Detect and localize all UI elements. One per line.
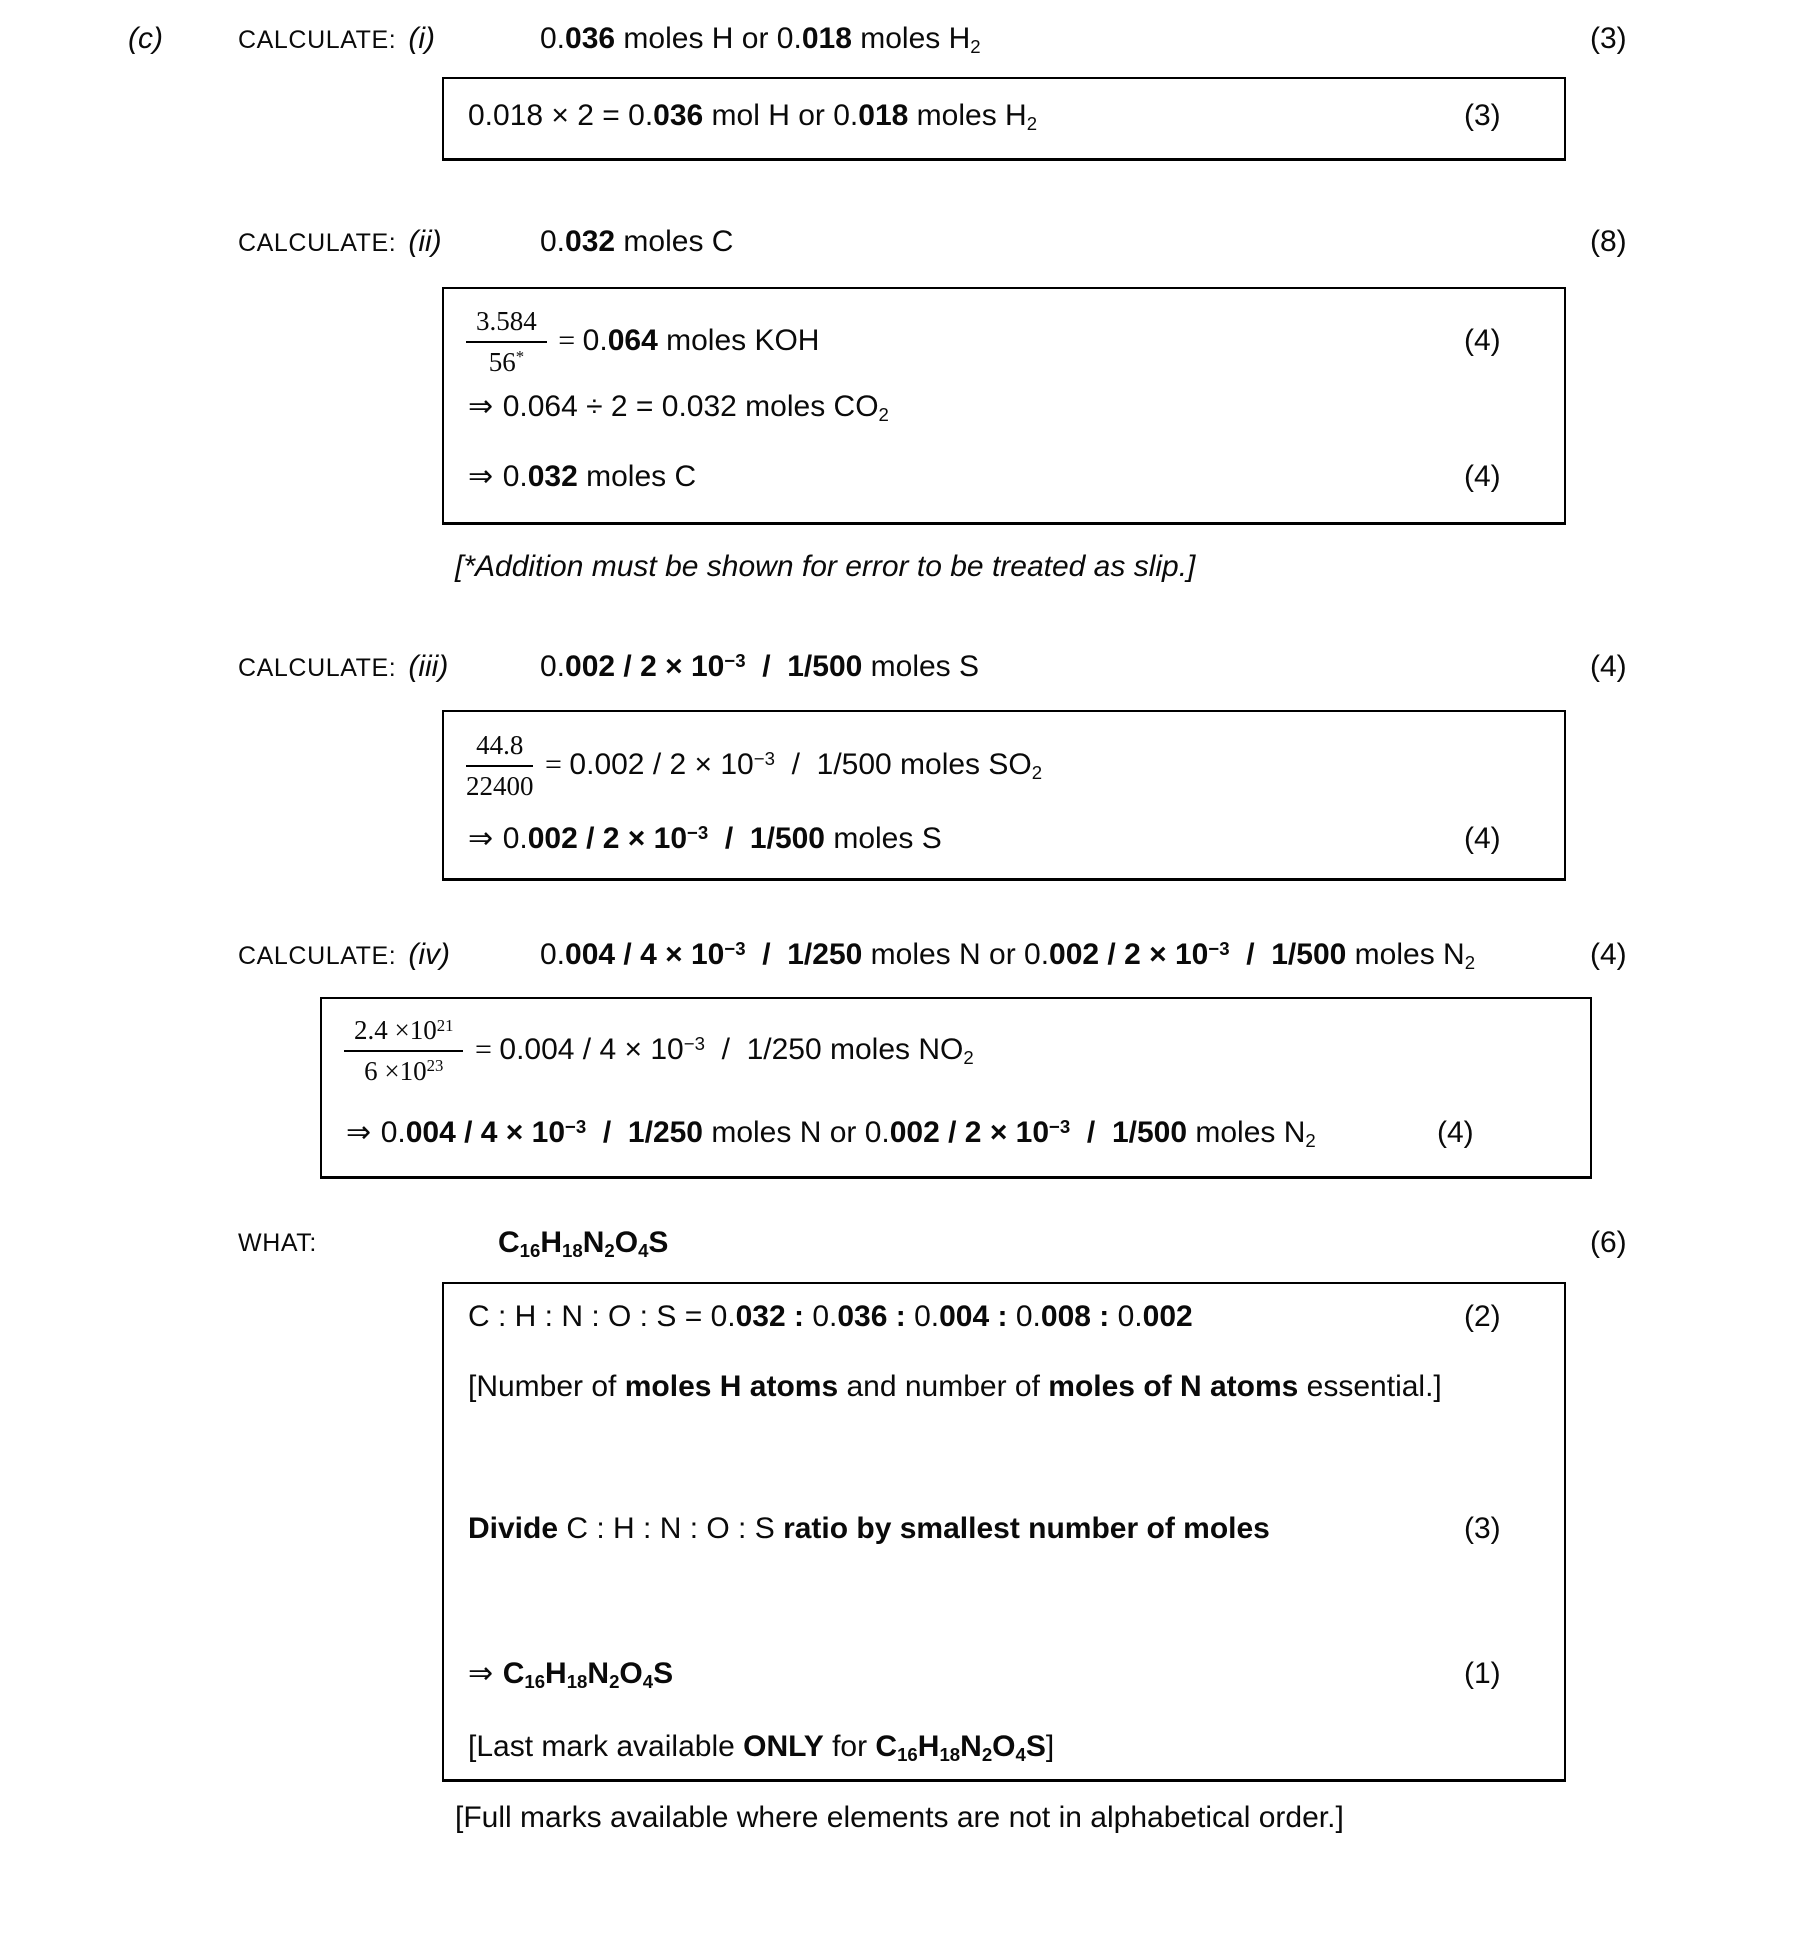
text-run: 4 <box>642 1671 654 1693</box>
text-run: 002 / 2 × 10 <box>565 650 725 683</box>
text-run: : <box>1090 1300 1118 1333</box>
section-answer <box>540 221 733 263</box>
text-run: C <box>502 1657 525 1690</box>
text-run: / <box>708 822 750 855</box>
text-run: 0. <box>812 1300 838 1333</box>
text-run: 002 / 2 × 10 <box>1049 938 1209 971</box>
arrow-glyph: ⇒ <box>346 1115 381 1150</box>
text-run: H <box>545 1657 567 1690</box>
text-run: moles C <box>615 225 734 258</box>
section-label-text: CALCULATE: <box>238 942 397 970</box>
mark-badge: (4) <box>1437 1116 1474 1149</box>
box-line <box>322 1003 1590 1097</box>
text-run: Divide <box>468 1512 559 1545</box>
text-run: : <box>887 1300 915 1333</box>
text-run: 2 <box>1026 113 1038 135</box>
text-run: C <box>498 1226 520 1259</box>
text-run: −3 <box>565 1115 587 1137</box>
section-numeral: (i) <box>408 22 436 55</box>
text-run: 1/500 <box>1111 1116 1188 1149</box>
text-run: −3 <box>724 937 746 959</box>
text-run: 036 <box>653 99 704 132</box>
section-label <box>238 221 442 264</box>
text-run: 002 <box>1142 1300 1193 1333</box>
text-run: 0. <box>540 938 566 971</box>
text-run: 1/500 <box>749 822 825 855</box>
text-run: 032 <box>735 1300 786 1333</box>
text-run: H <box>540 1226 563 1259</box>
text-run: 002 / 2 × 10 <box>527 822 688 855</box>
section-heading-iv <box>0 934 1818 976</box>
margin-mark: (4) <box>1590 650 1627 683</box>
margin-mark: (4) <box>1590 938 1627 971</box>
section-heading-iii <box>0 646 1818 688</box>
text-run: moles S <box>862 650 980 683</box>
text-run: 0. <box>502 460 528 493</box>
box-line <box>444 1726 1564 1768</box>
text-run: 56 <box>488 346 516 377</box>
text-run: 2 <box>963 1047 974 1069</box>
text-run: N <box>960 1730 982 1763</box>
answer-box-iv <box>320 997 1592 1179</box>
text-run: −3 <box>724 649 746 671</box>
mark-badge: (4) <box>1464 324 1501 357</box>
text-run: 0. <box>710 1300 736 1333</box>
text-run: 004 / 4 × 10 <box>405 1116 566 1149</box>
text-run: 3.584 <box>476 306 537 337</box>
text-run: C <box>875 1730 898 1763</box>
text-run: 4 <box>638 1240 649 1262</box>
text-run: / 1/250 moles NO <box>704 1033 964 1066</box>
fraction-denominator <box>364 1052 443 1087</box>
text-run: −3 <box>683 1032 705 1054</box>
text-run: 0.018 × 2 = 0. <box>468 99 654 132</box>
section-numeral: (iii) <box>408 650 449 683</box>
text-run: for <box>823 1730 876 1763</box>
box-line <box>444 818 1564 860</box>
equation-text <box>538 748 1043 782</box>
text-run: / <box>1070 1116 1112 1149</box>
section-label <box>238 646 448 689</box>
text-run: 1/500 <box>787 650 863 683</box>
section-answer <box>498 1222 668 1267</box>
answer-box-i <box>442 77 1566 161</box>
text-run: [Number of <box>468 1370 625 1403</box>
fraction <box>344 1013 463 1087</box>
equation-text <box>467 1033 973 1067</box>
text-run: moles H or 0. <box>615 22 802 55</box>
section-numeral: (ii) <box>408 225 442 258</box>
mark-badge: (3) <box>1464 99 1501 132</box>
margin-mark: (8) <box>1590 225 1627 258</box>
text-run: moles N or 0. <box>703 1116 890 1149</box>
arrow-glyph: ⇒ <box>468 1656 503 1691</box>
mark-badge: (2) <box>1464 1300 1501 1333</box>
text-run: / 1/500 moles SO <box>774 748 1032 781</box>
text-run: N <box>582 1226 605 1259</box>
text-run: 18 <box>562 1240 583 1262</box>
arrow-glyph: ⇒ <box>468 389 503 424</box>
answer-box-iii <box>442 710 1566 881</box>
text-run: / <box>745 938 788 971</box>
text-run: 2 <box>970 36 981 58</box>
text-run: 008 <box>1040 1300 1091 1333</box>
text-run: 4 <box>1015 1744 1026 1766</box>
section-label <box>238 934 450 977</box>
marker-note: [*Addition must be shown for error to be treated as slip.] <box>455 550 1196 583</box>
part-label: (c) <box>128 22 163 55</box>
text-run: / <box>745 650 788 683</box>
text-run: moles C <box>577 460 697 493</box>
text-run: 2 <box>1305 1130 1316 1152</box>
text-run: moles N or 0. <box>862 938 1050 971</box>
text-run: O <box>619 1657 643 1690</box>
arrow-glyph: ⇒ <box>468 821 503 856</box>
box-line <box>444 1653 1564 1695</box>
text-run: 22400 <box>466 770 534 801</box>
mark-badge: (1) <box>1464 1657 1501 1690</box>
text-run: 036 <box>837 1300 888 1333</box>
box-line <box>322 1112 1590 1154</box>
text-run: moles KOH <box>657 324 820 357</box>
section-label-text: CALCULATE: <box>238 229 397 257</box>
text-run: 2 <box>609 1671 620 1693</box>
text-run: = <box>467 1033 500 1066</box>
section-answer <box>540 646 979 691</box>
text-run: −3 <box>687 821 709 843</box>
text-run: 0. <box>380 1116 406 1149</box>
text-run: C : H : N : O : S <box>558 1512 784 1545</box>
text-run: [Last mark available <box>468 1730 744 1763</box>
text-run: 018 <box>858 99 909 132</box>
text-run: 0. <box>914 1300 940 1333</box>
text-run: : <box>989 1300 1016 1333</box>
text-run: 018 <box>801 22 852 55</box>
text-run: essential.] <box>1298 1370 1442 1403</box>
section-numeral: (iv) <box>408 938 451 971</box>
section-label-text: WHAT: <box>238 1229 317 1257</box>
text-run: 18 <box>566 1671 588 1693</box>
section-heading-ii <box>0 221 1818 263</box>
section-answer <box>540 18 981 63</box>
text-run: 0.064 ÷ 2 = 0.032 moles CO <box>502 390 879 423</box>
text-run: 0.002 / 2 × 10 <box>569 748 754 781</box>
section-heading-i <box>0 18 1818 60</box>
text-run: 004 / 4 × 10 <box>565 938 725 971</box>
text-run: 2.4 ×10 <box>354 1015 437 1046</box>
section-label <box>238 1222 317 1264</box>
text-run: 0. <box>1117 1300 1143 1333</box>
text-run: N <box>587 1657 610 1690</box>
text-run: 16 <box>897 1744 918 1766</box>
box-line <box>444 1366 1564 1408</box>
text-run: 0. <box>540 225 566 258</box>
fraction-numerator <box>344 1013 463 1051</box>
text-run: / <box>1229 938 1272 971</box>
text-run: 0. <box>502 822 528 855</box>
text-run: 1/250 <box>787 938 863 971</box>
text-run: 16 <box>524 1671 546 1693</box>
text-run: S <box>653 1657 674 1690</box>
text-run: moles H <box>908 99 1027 132</box>
text-run: −3 <box>753 747 775 769</box>
text-run: and number of <box>838 1370 1049 1403</box>
fraction-denominator <box>489 343 524 378</box>
text-run: 18 <box>939 1744 961 1766</box>
text-run: mol H or 0. <box>703 99 859 132</box>
text-run: 032 <box>565 225 616 258</box>
text-run: O <box>614 1226 639 1259</box>
text-run: moles S <box>825 822 942 855</box>
box-line <box>444 718 1564 812</box>
fraction <box>466 304 547 378</box>
fraction-denominator <box>466 767 534 802</box>
text-run: −3 <box>1208 937 1230 959</box>
text-run: * <box>515 347 525 367</box>
text-run: moles H atoms <box>624 1370 839 1403</box>
text-run: 2 <box>604 1240 615 1262</box>
text-run: ratio by smallest number of moles <box>783 1512 1270 1545</box>
box-line <box>444 295 1564 387</box>
text-run: moles H <box>851 22 971 55</box>
text-run: 0. <box>1015 1300 1041 1333</box>
footnote-note: [Full marks available where elements are not in alphabetical order.] <box>455 1801 1344 1834</box>
text-run: 0.004 / 4 × 10 <box>499 1033 684 1066</box>
text-run: 036 <box>565 22 616 55</box>
fraction-numerator <box>466 728 533 766</box>
text-run: 2 <box>981 1744 993 1766</box>
section-heading-what <box>0 1222 1818 1264</box>
text-run: 032 <box>527 460 578 493</box>
box-line <box>444 456 1564 498</box>
text-run: moles of N atoms <box>1048 1370 1299 1403</box>
section-label <box>238 18 435 61</box>
text-run: 1/250 <box>627 1116 703 1149</box>
text-run: moles N <box>1187 1116 1306 1149</box>
text-run: 064 <box>607 324 658 357</box>
text-run: 004 <box>939 1300 990 1333</box>
text-run: H <box>917 1730 940 1763</box>
text-run: S <box>648 1226 669 1259</box>
fraction <box>466 728 534 802</box>
text-run: S <box>1025 1730 1046 1763</box>
text-run: 16 <box>519 1240 541 1262</box>
box-line <box>444 1508 1564 1550</box>
box-line <box>444 95 1564 137</box>
text-run: 002 / 2 × 10 <box>889 1116 1050 1149</box>
answer-box-ii <box>442 287 1566 525</box>
text-run: C : H : N : O : S = <box>468 1300 711 1333</box>
text-run: 1/500 <box>1271 938 1347 971</box>
text-run: O <box>992 1730 1016 1763</box>
text-run: 2 <box>1031 762 1043 784</box>
text-run: 0. <box>582 324 608 357</box>
text-run: 2 <box>1464 952 1476 974</box>
section-answer <box>540 934 1475 979</box>
box-line <box>444 1296 1564 1338</box>
text-run: moles N <box>1346 938 1465 971</box>
fraction-numerator <box>466 304 547 342</box>
margin-mark: (3) <box>1590 22 1627 55</box>
section-label-text: CALCULATE: <box>238 26 397 54</box>
text-run: : <box>785 1300 813 1333</box>
text-run: 44.8 <box>476 730 524 761</box>
text-run: −3 <box>1049 1115 1071 1137</box>
text-run: / <box>586 1116 628 1149</box>
answer-box-what <box>442 1282 1566 1782</box>
mark-badge: (4) <box>1464 460 1501 493</box>
text-run: 23 <box>426 1056 444 1076</box>
mark-badge: (4) <box>1464 822 1501 855</box>
arrow-glyph: ⇒ <box>468 459 503 494</box>
text-run: 0. <box>540 650 566 683</box>
text-run: ] <box>1045 1730 1055 1763</box>
margin-mark: (6) <box>1590 1226 1627 1259</box>
text-run: 6 ×10 <box>364 1055 427 1086</box>
section-label-text: CALCULATE: <box>238 654 397 682</box>
text-run: = <box>550 324 583 357</box>
box-line <box>444 386 1564 428</box>
mark-badge: (3) <box>1464 1512 1501 1545</box>
text-run: 2 <box>878 404 889 426</box>
text-run: ONLY <box>743 1730 824 1763</box>
text-run: = <box>537 748 570 781</box>
text-run: 21 <box>436 1015 454 1035</box>
text-run: 0. <box>540 22 566 55</box>
equation-text <box>551 324 820 358</box>
